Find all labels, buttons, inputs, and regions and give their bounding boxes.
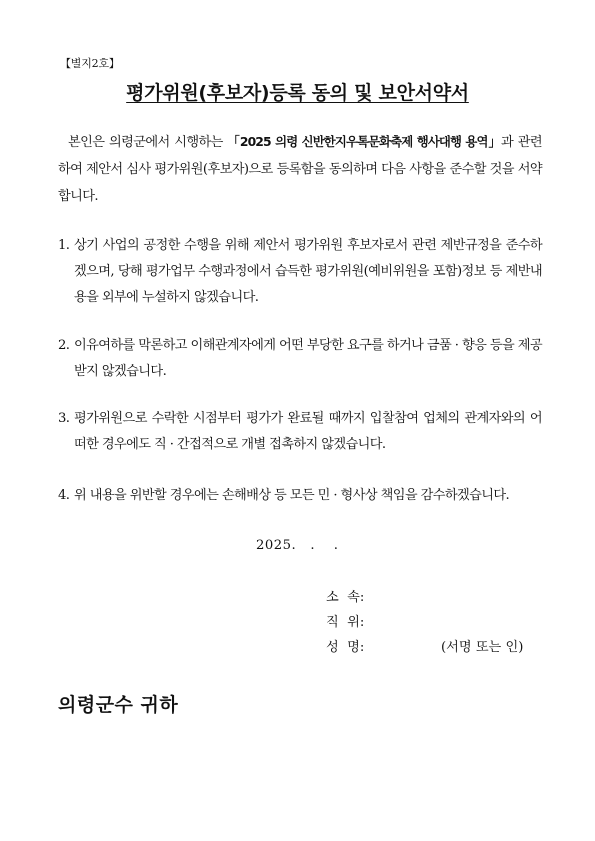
pledge-item-4 (58, 483, 542, 509)
date-line: 2025. . . (256, 538, 339, 553)
name-field: 성 명: (326, 640, 365, 655)
signature-note: (서명 또는 인) (441, 640, 524, 655)
position-field: 직 위: (326, 615, 365, 630)
pledge-item-1 (58, 233, 542, 311)
pledge-item-number: 2. (58, 338, 70, 353)
intro-text-after: 과 관련하여 제안서 심사 평가위원(후보자)으로 등록함을 동의하며 다음 사항을 준수할 것을 서약합니다. (58, 135, 543, 204)
pledge-item-number: 4. (58, 488, 70, 503)
pledge-item-text: 위 내용을 위반할 경우에는 손해배상 등 모든 민 · 형사상 책임을 감수하겠습니다. (74, 488, 510, 503)
pledge-item-2 (58, 333, 542, 385)
pledge-item-number: 1. (58, 238, 70, 253)
addressee: 의령군수 귀하 (58, 694, 179, 716)
pledge-item-number: 3. (58, 411, 70, 426)
pledge-item-3 (58, 406, 542, 458)
document-title: 평가위원(후보자)등록 동의 및 보안서약서 (126, 82, 469, 104)
pledge-item-text: 평가위원으로 수락한 시점부터 평가가 완료될 때까지 입찰참여 업체의 관계자와의 어떠한 경우에도 직 · 간접적으로 개별 접촉하지 않겠습니다. (74, 411, 542, 452)
form-number-label: 【별지2호】 (60, 57, 120, 70)
intro-paragraph (58, 128, 542, 210)
affiliation-field: 소 속: (326, 590, 365, 605)
project-name: 「2025 의령 신반한지우톡문화축제 행사대행 용역」 (227, 134, 502, 149)
intro-text-before: 본인은 의령군에서 시행하는 (68, 135, 223, 150)
pledge-item-text: 이유여하를 막론하고 이해관계자에게 어떤 부당한 요구를 하거나 금품 · 향응 등을 제공받지 않겠습니다. (74, 338, 542, 379)
pledge-item-text: 상기 사업의 공정한 수행을 위해 제안서 평가위원 후보자로서 관련 제반규정을 준수하겠으며, 당해 평가업무 수행과정에서 습득한 평가위원(예비위원을 포함)정보 등 제반내용을 외부에 누설하지 않겠습니다. (74, 238, 542, 305)
